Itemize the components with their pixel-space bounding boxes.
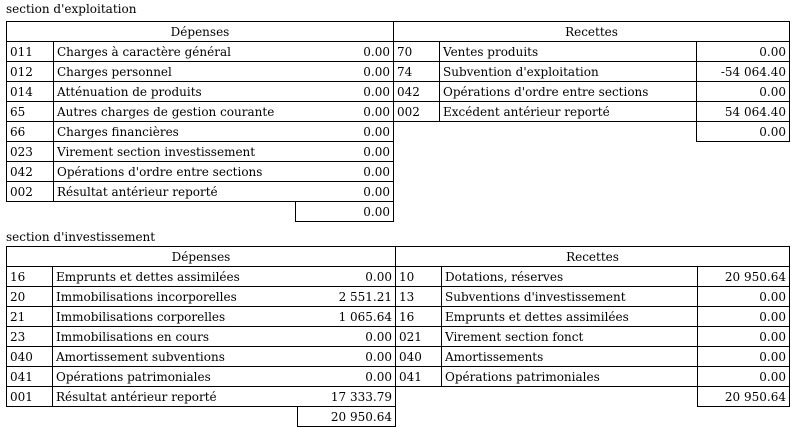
label-cell: Résultat antérieur reporté <box>54 182 296 202</box>
amount-cell: 0.00 <box>698 307 790 327</box>
amount-cell: 0.00 <box>296 82 394 102</box>
depenses-header: Dépenses <box>7 22 394 42</box>
amount-cell: 0.00 <box>296 102 394 122</box>
table-row <box>7 267 790 287</box>
code-cell: 66 <box>7 122 54 142</box>
code-cell: 011 <box>7 42 54 62</box>
amount-cell: 0.00 <box>296 142 394 162</box>
label-cell: Atténuation de produits <box>54 82 296 102</box>
amount-cell: 54 064.40 <box>697 102 790 122</box>
code-cell: 10 <box>396 267 442 287</box>
code-cell: 001 <box>7 387 53 407</box>
label-cell: Opérations patrimoniales <box>53 367 298 387</box>
label-cell: Emprunts et dettes assimilées <box>53 267 298 287</box>
code-cell: 021 <box>396 327 442 347</box>
recettes-header: Recettes <box>396 247 790 267</box>
label-cell: Opérations d'ordre entre sections <box>54 162 296 182</box>
label-cell: Opérations d'ordre entre sections <box>440 82 697 102</box>
table-row <box>7 82 790 102</box>
table-row <box>7 387 790 407</box>
table-row <box>7 102 790 122</box>
label-cell: Opérations patrimoniales <box>442 367 698 387</box>
table-row <box>7 42 790 62</box>
amount-cell: 0.00 <box>296 122 394 142</box>
amount-cell: 1 065.64 <box>298 307 396 327</box>
label-cell: Immobilisations en cours <box>53 327 298 347</box>
label-cell: Amortissements <box>442 347 698 367</box>
amount-cell: 0.00 <box>296 42 394 62</box>
depenses-total: 20 950.64 <box>298 407 396 427</box>
code-cell: 042 <box>7 162 54 182</box>
recettes-total: 0.00 <box>697 122 790 142</box>
code-cell: 74 <box>394 62 440 82</box>
code-cell: 041 <box>7 367 53 387</box>
table-row <box>7 367 790 387</box>
amount-cell: 20 950.64 <box>698 267 790 287</box>
label-cell: Ventes produits <box>440 42 697 62</box>
code-cell: 012 <box>7 62 54 82</box>
table-row <box>7 122 790 142</box>
label-cell: Subvention d'exploitation <box>440 62 697 82</box>
label-cell: Emprunts et dettes assimilées <box>442 307 698 327</box>
amount-cell: 2 551.21 <box>298 287 396 307</box>
code-cell: 70 <box>394 42 440 62</box>
code-cell: 20 <box>7 287 53 307</box>
code-cell: 16 <box>396 307 442 327</box>
label-cell: Autres charges de gestion courante <box>54 102 296 122</box>
code-cell: 041 <box>396 367 442 387</box>
label-cell: Amortissement subventions <box>53 347 298 367</box>
code-cell: 65 <box>7 102 54 122</box>
amount-cell: 0.00 <box>697 82 790 102</box>
amount-cell: 0.00 <box>296 182 394 202</box>
section-title-exploitation: section d'exploitation <box>6 2 137 16</box>
investissement-table <box>6 246 790 427</box>
section-title-investissement: section d'investissement <box>6 230 156 244</box>
code-cell: 16 <box>7 267 53 287</box>
table-row <box>7 142 790 162</box>
label-cell: Virement section fonct <box>442 327 698 347</box>
amount-cell: 0.00 <box>698 367 790 387</box>
code-cell: 002 <box>7 182 54 202</box>
code-cell: 023 <box>7 142 54 162</box>
code-cell: 014 <box>7 82 54 102</box>
amount-cell: 0.00 <box>298 327 396 347</box>
recettes-header: Recettes <box>394 22 790 42</box>
table-row <box>7 287 790 307</box>
amount-cell: 0.00 <box>296 162 394 182</box>
label-cell: Excédent antérieur reporté <box>440 102 697 122</box>
label-cell: Résultat antérieur reporté <box>53 387 298 407</box>
code-cell: 040 <box>7 347 53 367</box>
label-cell: Immobilisations incorporelles <box>53 287 298 307</box>
code-cell: 002 <box>394 102 440 122</box>
table-row <box>7 162 790 182</box>
amount-cell: 0.00 <box>698 287 790 307</box>
amount-cell: 0.00 <box>698 347 790 367</box>
amount-cell: 0.00 <box>698 327 790 347</box>
table-row <box>7 347 790 367</box>
depenses-total: 0.00 <box>296 202 394 222</box>
amount-cell: 0.00 <box>697 42 790 62</box>
amount-cell: 0.00 <box>298 347 396 367</box>
code-cell: 23 <box>7 327 53 347</box>
label-cell: Immobilisations corporelles <box>53 307 298 327</box>
code-cell: 042 <box>394 82 440 102</box>
table-row <box>7 182 790 202</box>
code-cell: 21 <box>7 307 53 327</box>
depenses-header: Dépenses <box>7 247 396 267</box>
table-row <box>7 327 790 347</box>
label-cell: Charges personnel <box>54 62 296 82</box>
table-row <box>7 307 790 327</box>
label-cell: Charges à caractère général <box>54 42 296 62</box>
amount-cell: 0.00 <box>298 367 396 387</box>
code-cell: 040 <box>396 347 442 367</box>
label-cell: Charges financières <box>54 122 296 142</box>
recettes-total: 20 950.64 <box>698 387 790 407</box>
table-row <box>7 62 790 82</box>
exploitation-table <box>6 21 790 222</box>
amount-cell: 0.00 <box>296 62 394 82</box>
label-cell: Virement section investissement <box>54 142 296 162</box>
label-cell: Dotations, réserves <box>442 267 698 287</box>
amount-cell: -54 064.40 <box>697 62 790 82</box>
code-cell: 13 <box>396 287 442 307</box>
amount-cell: 0.00 <box>298 267 396 287</box>
label-cell: Subventions d'investissement <box>442 287 698 307</box>
amount-cell: 17 333.79 <box>298 387 396 407</box>
